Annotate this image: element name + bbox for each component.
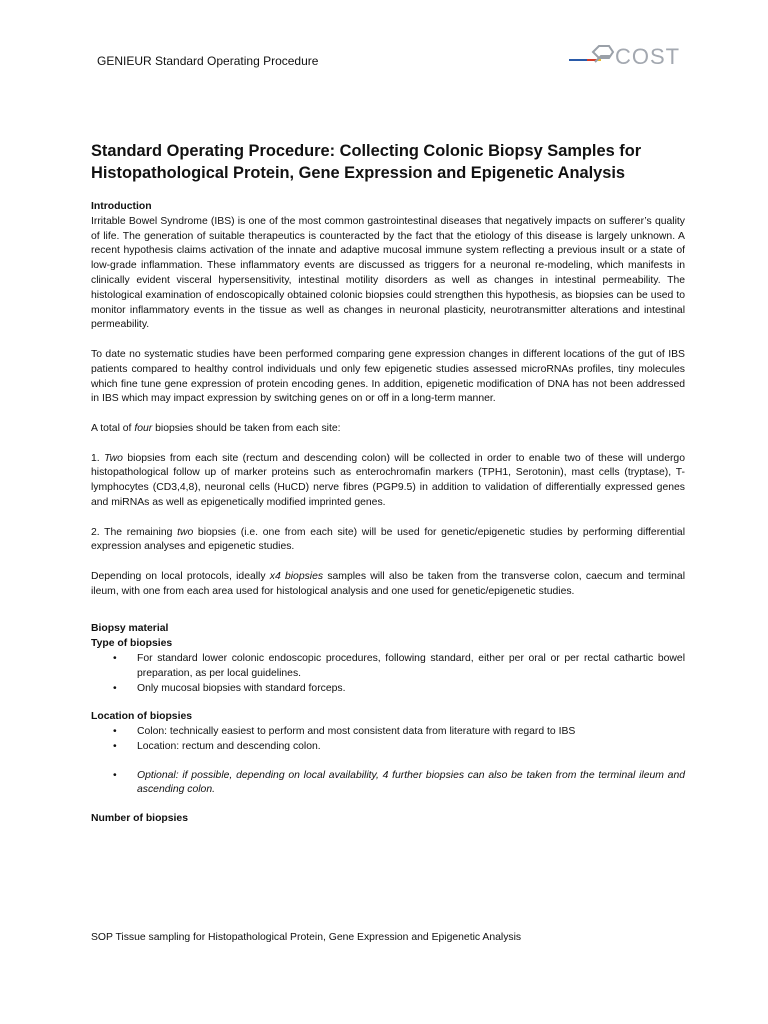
optional-biopsies-list xyxy=(91,769,685,799)
type-of-biopsies-list xyxy=(91,652,685,696)
svg-text:COST: COST xyxy=(615,44,681,69)
running-header: GENIEUR Standard Operating Procedure xyxy=(97,54,319,68)
subheading-type-of-biopsies: Type of biopsies xyxy=(91,638,173,650)
paragraph-local-protocols: Depending on local protocols, ideally x4 biopsies samples will also be taken from the transverse colon, caecum and terminal ileum, with one from each area used for histological analysis and one used for genetic/epigenetic studies. xyxy=(91,570,686,597)
intro-paragraph-1: Irritable Bowel Syndrome (IBS) is one of the most common gastrointestinal diseases that negatively impacts on sufferer’s quality of life. The generation of suitable therapeutics is counteracted by the fact that the etiology of this disease is largely unknown. A recent hypothesis claims activation of the innate and adaptive mucosal immune system reflecting a previous insult or a state of low-grade inflammation. These inflammatory events are discussed as triggers for a neuronal re-modeling, which manifests in clinically evident visceral hypersensitivity, intestinal motility disorders as well as changes in intestinal permeability. The histological examination of endoscopically obtained colonic biopsies could strengthen this hypothesis, as biopsies can be used to monitor inflammatory events in the tissue as well as changes in neuronal plasticity, neurotransmitter alterations and intestinal permeability. xyxy=(91,215,685,331)
cost-logo xyxy=(567,40,687,72)
intro-paragraph-2: To date no systematic studies have been performed comparing gene expression changes in different locations of the gut of IBS patients compared to healthy control individuals und only few epigenetic studies assessed microRNAs profiles, tiny molecules which fine tune gene expression of protein encoding genes. In addition, epigenetic modification of DNA has not been addressed in IBS which may impact expression by switching genes on or off in a long-term manner. xyxy=(91,348,685,405)
paragraph-point-2: 2. The remaining two biopsies (i.e. one from each site) will be used for genetic/epigenetic studies by performing differential expression analyses and epigenetic studies. xyxy=(91,526,686,553)
document-body xyxy=(91,140,685,827)
paragraph-point-1: 1. Two biopsies from each site (rectum and descending colon) will be collected in order to enable two of these will undergo histopathological follow up of marker proteins such as enterochromafin markers (TPH1, Serotonin), mast cells (tryptase), T-lymphocytes (CD3,4,8), neuronal cells (HuCD) nerve fibres (PGP9.5) in addition to validation of differentially expressed genes and miRNAs as well as epigenetically modified imprinted genes. xyxy=(91,452,685,508)
cost-logo-icon xyxy=(567,40,687,72)
document-title: Standard Operating Procedure: Collecting Colonic Biopsy Samples for Histopathological Protein, Gene Expression and Epigenetic Analysis xyxy=(91,142,642,182)
list-item: • Location: rectum and descending colon. xyxy=(113,740,321,752)
list-item: • Optional: if possible, depending on local availability, 4 further biopsies can also be taken from the terminal ileum and ascending colon. xyxy=(113,769,685,796)
list-item: • For standard lower colonic endoscopic procedures, following standard, either per oral or per rectal cathartic bowel preparation, as per local guidelines. xyxy=(113,652,685,679)
subheading-location-of-biopsies: Location of biopsies xyxy=(91,711,193,723)
location-of-biopsies-list xyxy=(91,725,685,755)
running-footer: SOP Tissue sampling for Histopathological Protein, Gene Expression and Epigenetic Analysis xyxy=(91,932,522,943)
paragraph-total-biopsies: A total of four biopsies should be taken from each site: xyxy=(91,422,341,434)
list-item: • Colon: technically easiest to perform and most consistent data from literature with regard to IBS xyxy=(113,726,576,738)
section-heading-biopsy-material: Biopsy material xyxy=(91,623,169,635)
section-heading-introduction: Introduction xyxy=(91,201,152,212)
subheading-number-of-biopsies: Number of biopsies xyxy=(91,813,188,825)
list-item: • Only mucosal biopsies with standard forceps. xyxy=(113,682,346,694)
